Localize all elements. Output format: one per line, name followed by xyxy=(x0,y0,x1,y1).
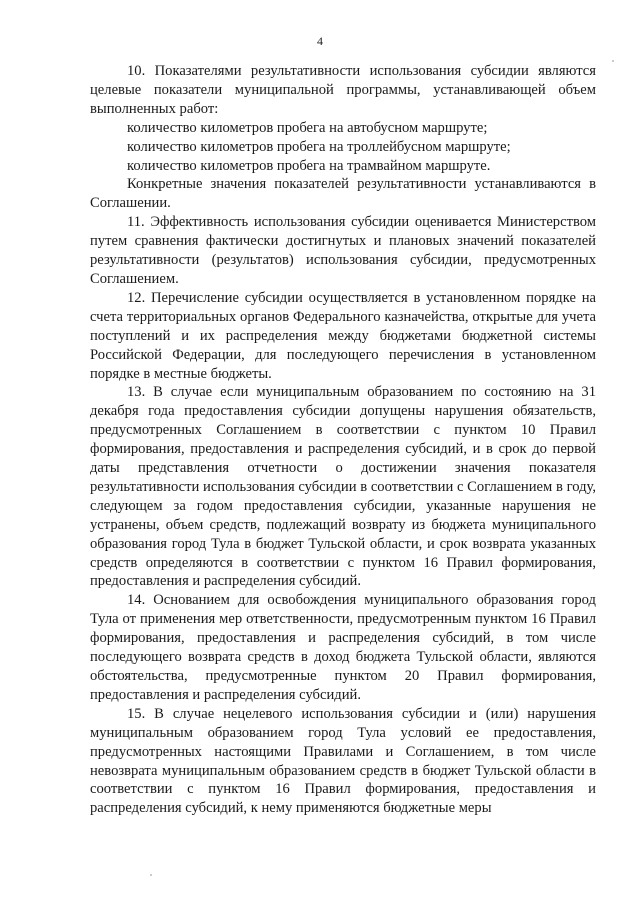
paragraph: 10. Показателями результативности использования субсидии являются целевые показатели муниципальной программы, устанавливающей объем выполненных работ: xyxy=(90,63,596,117)
paragraph: 15. В случае нецелевого использования субсидии и (или) нарушения муниципальным образованием город Тула условий ее предоставления, предусмотренных настоящими Правилами и Соглашением, в том числе невозврата муниципальным образованием средств в бюджет Тульской области в соответствии с пунктом 16 Правил формирования, предоставления и распределения субсидий, к нему применяются бюджетные меры xyxy=(90,705,596,817)
list-item: количество километров пробега на трамвайном маршруте. xyxy=(127,157,491,174)
paragraph: 13. В случае если муниципальным образованием по состоянию на 31 декабря года предоставления субсидии допущены нарушения обязательств, предусмотренных Соглашением в соответствии с пунктом 10 Правил формирования, предоставления и распределения субсидий, и в срок до первой даты представления отчетности о достижении значения показателя результативности использования субсидии в соответствии с Соглашением в году, следующем за годом предоставления субсидии, указанные нарушения не устранены, объем средств, подлежащий возврату из бюджета муниципального образования город Тула в бюджет Тульской области, и срок возврата указанных средств определяются в соответствии с пунктом 16 Правил формирования, предоставления и распределения субсидий. xyxy=(90,384,596,590)
paragraph: 12. Перечисление субсидии осуществляется в установленном порядке на счета территориальных органов Федерального казначейства, открытые для учета поступлений и их распределения между бюджетами бюджетной системы Российской Федерации, для последующего перечисления в установленном порядке в местные бюджеты. xyxy=(90,289,596,382)
scan-speck xyxy=(612,60,614,62)
scan-speck xyxy=(150,874,152,876)
paragraph: 11. Эффективность использования субсидии оценивается Министерством путем сравнения фактически достигнутых и плановых значений показателей результативности (результатов) использования субсидии, предусмотренных Соглашением. xyxy=(90,214,596,287)
paragraph: Конкретные значения показателей результативности устанавливаются в Соглашении. xyxy=(90,176,596,212)
list-item: количество километров пробега на троллейбусном маршруте; xyxy=(127,138,511,155)
page-number: 4 xyxy=(317,34,323,48)
document-body xyxy=(90,62,596,818)
list-item: количество километров пробега на автобусном маршруте; xyxy=(127,119,488,136)
paragraph: 14. Основанием для освобождения муниципального образования город Тула от применения мер ответственности, предусмотренным пунктом 16 Правил формирования, предоставления и распределения субсидий, в том числе последующего возврата средств в доход бюджета Тульской области, являются обстоятельства, предусмотренные пунктом 20 Правил формирования, предоставления и распределения субсидий. xyxy=(90,592,596,703)
